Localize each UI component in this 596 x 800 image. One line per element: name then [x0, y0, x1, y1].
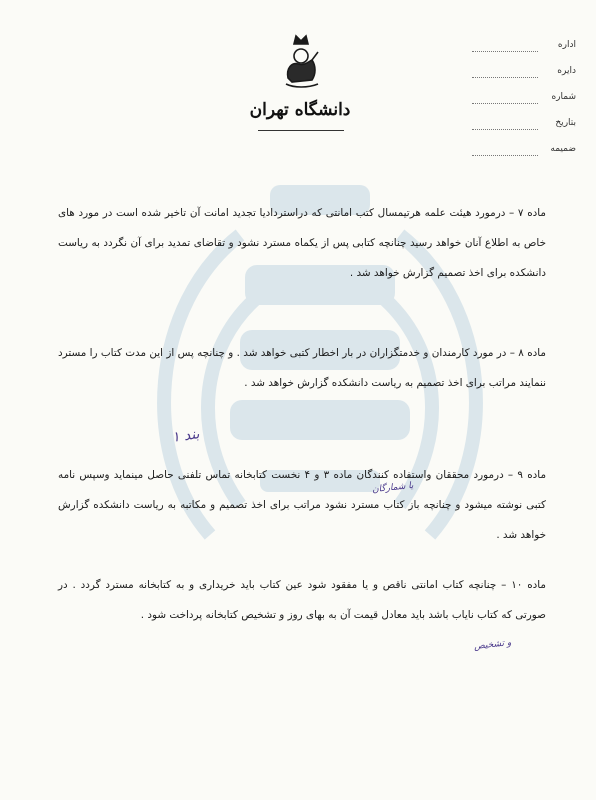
handwritten-note-assessment: و تشخیص [473, 638, 512, 652]
article-9: ماده ۹ – درمورد محققان واستفاده کنندگان ماده ۳ و ۴ نخست کتابخانه تماس تلفنی حاصل مینماید وسپس نامه کتبی نوشته میشود و چنانچه باز کتاب مسترد نشود مراتب برای اخذ تصمیم و مکاتبه به ریاست دانشکده گزارش خواهد شد . [58, 469, 547, 541]
university-name: دانشگاه تهران [249, 100, 351, 120]
field-label: اداره [557, 40, 576, 50]
field-blank-line [472, 51, 538, 52]
field-blank-line [472, 155, 538, 156]
handwritten-note-clause: بند ۱ [171, 426, 201, 446]
field-number [466, 92, 584, 108]
article-10: ماده ۱۰ – چنانچه کتاب امانتی ناقص و یا مفقود شود عین کتاب باید خریداری و به کتابخانه مسترد گردد . در صورتی که کتاب نایاب باشد باید معادل قیمت آن به بهای روز و تشخیص کتابخانه پرداخت شود . [58, 579, 546, 621]
field-label: ضمیمه [550, 144, 576, 154]
article-7: ماده ۷ – درمورد هیئت علمه هرتیمسال کتب امانتی که دراستردادیا تجدید امانت آن تاخیر شده است در مورد های خاص به اطلاع آنان خواهد رسید چنانچه کتابی پس از یکماه مسترد نشود و تقاضای تمدید برای آن نگردد به ریاست دانشکده برای اخذ تصمیم گزارش خواهد شد . [58, 207, 547, 279]
field-blank-line [472, 77, 538, 78]
handwritten-note-insert: یا شمارگان [371, 480, 414, 496]
field-label: بتاریخ [555, 118, 576, 128]
field-blank-line [472, 129, 538, 130]
field-date [466, 118, 584, 134]
lion-and-sun-emblem-icon [278, 32, 324, 92]
title-underline [258, 130, 344, 131]
field-label: شماره [551, 92, 576, 102]
field-office [466, 40, 584, 56]
field-label: دایره [557, 66, 576, 76]
field-blank-line [472, 103, 538, 104]
field-attachment [466, 144, 584, 160]
article-8: ماده ۸ – در مورد کارمندان و خدمتگزاران در بار اخطار کتبی خواهد شد . و چنانچه پس از این مدت کتاب را مسترد ننمایند مراتب برای اخذ تصمیم به ریاست دانشکده گزارش خواهد شد . [58, 347, 547, 389]
field-division [466, 66, 584, 82]
